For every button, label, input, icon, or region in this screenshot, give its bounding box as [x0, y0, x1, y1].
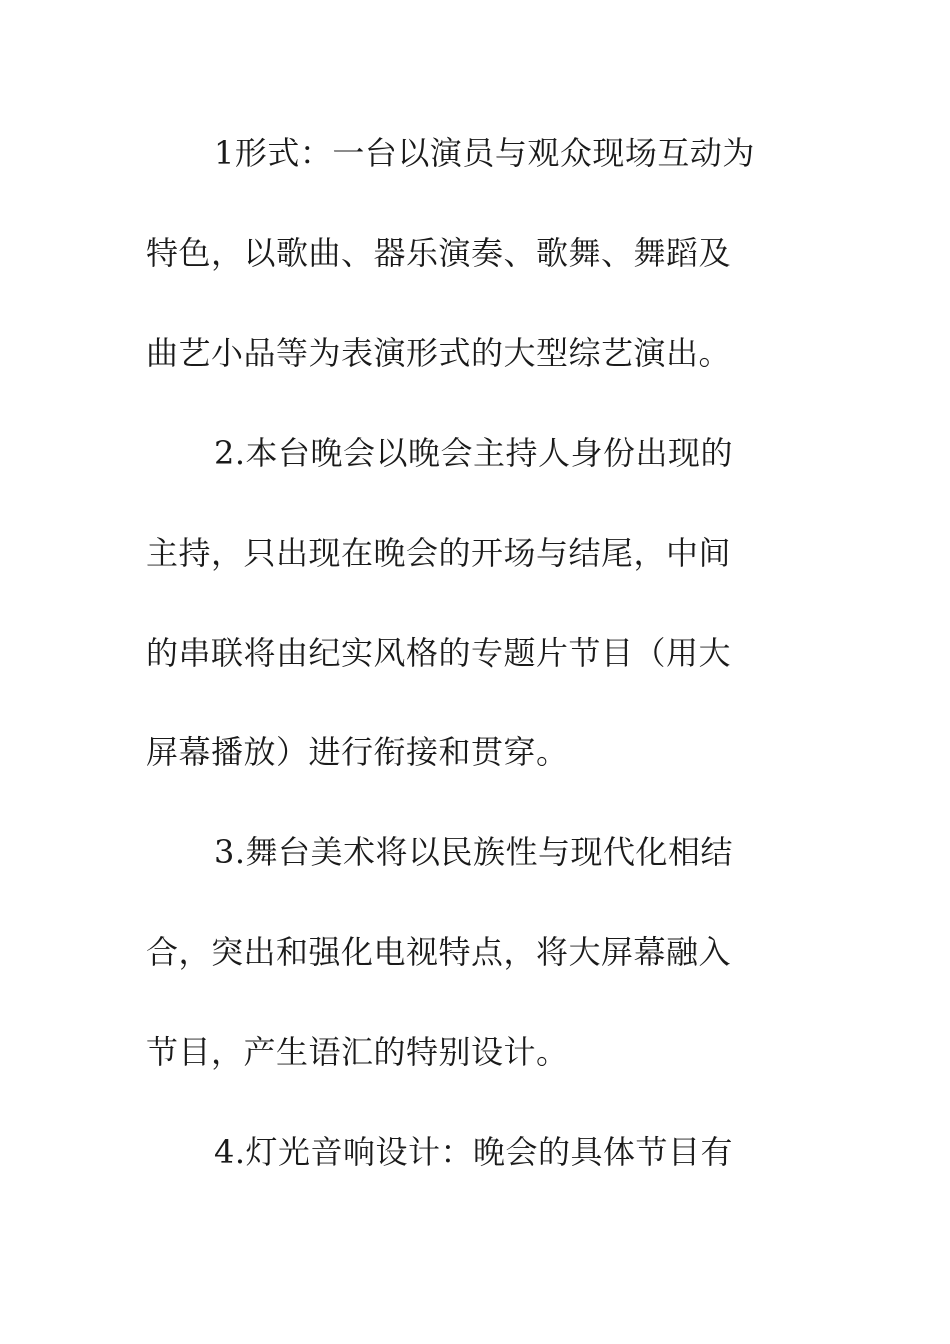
paragraph-2-line-2: 主持，只出现在晚会的开场与结尾，中间: [146, 534, 732, 572]
paragraph-3-line-1: 3.舞台美术将以民族性与现代化相结: [214, 833, 734, 871]
paragraph-3-line-2: 合，突出和强化电视特点，将大屏幕融入: [146, 933, 732, 971]
paragraph-1-line-1: 1形式：一台以演员与观众现场互动为: [214, 134, 755, 172]
paragraph-1-line-2: 特色，以歌曲、器乐演奏、歌舞、舞蹈及: [146, 234, 732, 272]
paragraph-2-line-3: 的串联将由纪实风格的专题片节目（用大: [146, 634, 732, 672]
paragraph-1-line-3: 曲艺小品等为表演形式的大型综艺演出。: [146, 334, 732, 372]
paragraph-4-line-1: 4.灯光音响设计：晚会的具体节目有: [214, 1133, 734, 1171]
paragraph-2-line-4: 屏幕播放）进行衔接和贯穿。: [146, 733, 569, 771]
paragraph-2-line-1: 2.本台晚会以晚会主持人身份出现的: [214, 434, 734, 472]
paragraph-3-line-3: 节目，产生语汇的特别设计。: [146, 1033, 569, 1071]
